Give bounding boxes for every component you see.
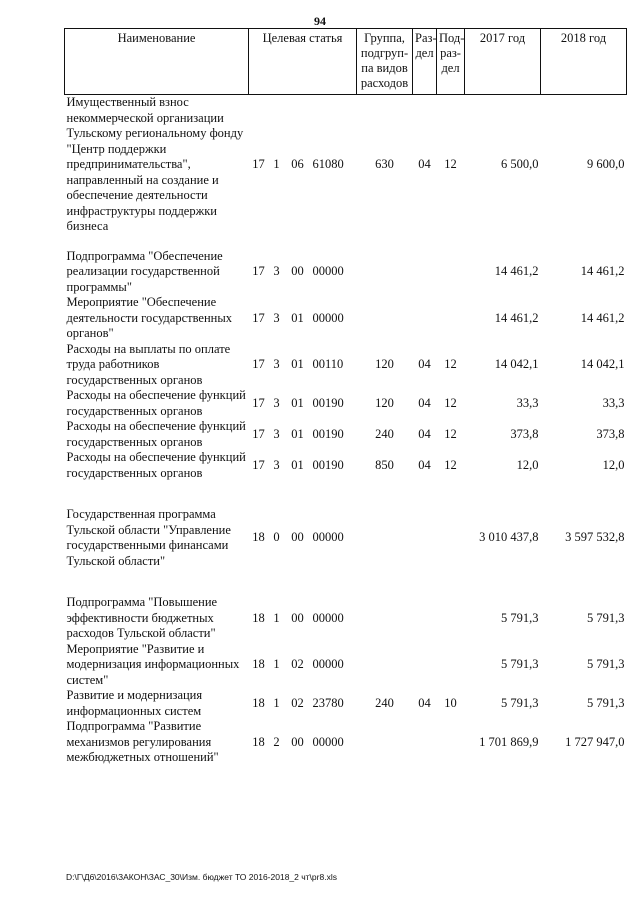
subsection xyxy=(437,719,465,766)
program-code: 17 xyxy=(252,157,265,171)
section: 04 xyxy=(418,395,431,410)
direction-code: 00000 xyxy=(312,734,344,749)
row-name: Имущественный взнос некоммерческой организации Тульскому региональному фонду "Центр поддержки предпринимательства", направленный на создание и обеспечение деятельности инфраструктуры поддержки бизнеса xyxy=(66,95,244,233)
amount-2018: 14 461,2 xyxy=(580,264,625,278)
expense-group xyxy=(357,295,413,342)
table-row xyxy=(65,342,627,389)
row-spacer xyxy=(65,569,627,595)
program-code: 18 xyxy=(252,695,265,710)
subprogram-code: 1 xyxy=(273,157,280,171)
subsection: 12 xyxy=(444,357,457,371)
expense-group: 850 xyxy=(375,457,394,472)
program-code: 17 xyxy=(252,426,265,441)
expense-group: 120 xyxy=(375,357,394,371)
amount-2017: 14 461,2 xyxy=(494,310,539,325)
amount-2017: 33,3 xyxy=(516,395,539,410)
header-2017: 2017 год xyxy=(465,29,541,95)
measure-code: 06 xyxy=(291,157,304,171)
table-row xyxy=(65,295,627,342)
subprogram-code: 3 xyxy=(273,310,280,325)
expense-group xyxy=(357,249,413,296)
amount-2018: 5 791,3 xyxy=(587,695,625,710)
section xyxy=(413,642,437,689)
program-code: 17 xyxy=(252,457,265,472)
program-code: 17 xyxy=(252,357,265,371)
subprogram-code: 3 xyxy=(273,264,280,278)
amount-2018: 3 597 532,8 xyxy=(565,530,625,545)
subprogram-code: 1 xyxy=(273,610,280,625)
subsection xyxy=(437,295,465,342)
expense-group xyxy=(357,507,413,569)
direction-code: 00000 xyxy=(312,610,344,625)
subprogram-code: 0 xyxy=(273,530,280,545)
amount-2017: 14 461,2 xyxy=(494,264,539,278)
measure-code: 01 xyxy=(291,310,304,325)
row-spacer xyxy=(65,235,627,249)
table-row xyxy=(65,688,627,719)
amount-2017: 5 791,3 xyxy=(501,657,539,671)
direction-code: 00110 xyxy=(312,357,344,371)
table-row xyxy=(65,450,627,481)
subsection xyxy=(437,642,465,689)
table-row xyxy=(65,419,627,450)
amount-2018: 5 791,3 xyxy=(587,610,625,625)
table-row xyxy=(65,595,627,642)
direction-code: 61080 xyxy=(312,157,344,171)
subsection: 10 xyxy=(444,695,457,710)
amount-2017: 14 042,1 xyxy=(494,357,539,371)
expense-group: 120 xyxy=(375,395,394,410)
table-row xyxy=(65,719,627,766)
row-name: Подпрограмма "Обеспечение реализации государственной программы" xyxy=(66,248,223,294)
table-row xyxy=(65,642,627,689)
amount-2018: 1 727 947,0 xyxy=(565,734,625,749)
measure-code: 00 xyxy=(291,530,304,545)
subprogram-code: 3 xyxy=(273,357,280,371)
section xyxy=(413,249,437,296)
section: 04 xyxy=(418,426,431,441)
program-code: 18 xyxy=(252,657,265,671)
direction-code: 00000 xyxy=(312,310,344,325)
subprogram-code: 3 xyxy=(273,395,280,410)
subsection xyxy=(437,507,465,569)
row-name: Расходы на выплаты по оплате труда работников государственных органов xyxy=(66,341,231,387)
section xyxy=(413,507,437,569)
measure-code: 00 xyxy=(291,734,304,749)
table-row xyxy=(65,507,627,569)
amount-2017: 1 701 869,9 xyxy=(479,734,539,749)
row-name: Подпрограмма "Развитие механизмов регулирования межбюджетных отношений" xyxy=(66,719,219,764)
amount-2017: 373,8 xyxy=(510,426,539,441)
row-name: Мероприятие "Обеспечение деятельности государственных органов" xyxy=(66,295,232,340)
subsection: 12 xyxy=(444,426,457,441)
section xyxy=(413,719,437,766)
measure-code: 02 xyxy=(291,657,304,671)
row-name: Мероприятие "Развитие и модернизация информационных систем" xyxy=(66,641,240,687)
row-name: Развитие и модернизация информационных систем xyxy=(66,688,203,718)
row-name: Расходы на обеспечение функций государственных органов xyxy=(66,388,246,418)
amount-2017: 5 791,3 xyxy=(501,610,539,625)
subsection xyxy=(437,249,465,296)
expense-group: 240 xyxy=(375,426,394,441)
amount-2018: 12,0 xyxy=(602,457,625,472)
row-name: Расходы на обеспечение функций государственных органов xyxy=(66,450,246,480)
measure-code: 00 xyxy=(291,610,304,625)
header-2018: 2018 год xyxy=(541,29,627,95)
header-subsection: Под- раз- дел xyxy=(437,29,465,95)
table-row xyxy=(65,95,627,235)
subsection: 12 xyxy=(444,395,457,410)
budget-table xyxy=(64,28,627,766)
amount-2018: 33,3 xyxy=(602,395,625,410)
section xyxy=(413,295,437,342)
direction-code: 00190 xyxy=(312,457,344,472)
expense-group xyxy=(357,642,413,689)
row-name: Подпрограмма "Повышение эффективности бюджетных расходов Тульской области" xyxy=(66,595,218,640)
section: 04 xyxy=(418,357,431,371)
subprogram-code: 1 xyxy=(273,657,280,671)
amount-2018: 9 600,0 xyxy=(587,157,625,171)
measure-code: 01 xyxy=(291,457,304,472)
row-name: Расходы на обеспечение функций государственных органов xyxy=(66,419,246,449)
row-name: Государственная программа Тульской области "Управление государственными финансами Тульской области" xyxy=(66,507,231,568)
table-row xyxy=(65,249,627,296)
file-path-footer: D:\Г\Д6\2016\ЗАКОН\ЗАС_30\Изм. бюджет ТО 2016-2018_2 чт\pr8.xls xyxy=(66,872,337,882)
direction-code: 00000 xyxy=(312,530,344,545)
direction-code: 00190 xyxy=(312,426,344,441)
expense-group xyxy=(357,719,413,766)
measure-code: 01 xyxy=(291,426,304,441)
amount-2017: 3 010 437,8 xyxy=(479,530,539,545)
direction-code: 00000 xyxy=(312,264,344,278)
program-code: 18 xyxy=(252,734,265,749)
section: 04 xyxy=(418,157,431,171)
subsection: 12 xyxy=(444,457,457,472)
header-row xyxy=(65,29,627,95)
page-number: 94 xyxy=(314,14,326,28)
section: 04 xyxy=(418,457,431,472)
amount-2018: 373,8 xyxy=(596,426,625,441)
amount-2018: 5 791,3 xyxy=(587,657,625,671)
header-name: Наименование xyxy=(65,29,249,95)
program-code: 17 xyxy=(252,310,265,325)
subsection xyxy=(437,595,465,642)
amount-2018: 14 042,1 xyxy=(580,357,625,371)
section xyxy=(413,595,437,642)
amount-2018: 14 461,2 xyxy=(580,310,625,325)
header-group: Группа, подгруп- па видов расходов xyxy=(357,29,413,95)
subprogram-code: 3 xyxy=(273,426,280,441)
table-row xyxy=(65,388,627,419)
measure-code: 01 xyxy=(291,395,304,410)
program-code: 18 xyxy=(252,610,265,625)
amount-2017: 6 500,0 xyxy=(501,157,539,171)
subprogram-code: 2 xyxy=(273,734,280,749)
direction-code: 23780 xyxy=(312,695,344,710)
header-target-article: Целевая статья xyxy=(249,29,357,95)
measure-code: 01 xyxy=(291,357,304,371)
program-code: 17 xyxy=(252,264,265,278)
section: 04 xyxy=(418,695,431,710)
subsection: 12 xyxy=(444,157,457,171)
program-code: 18 xyxy=(252,530,265,545)
subprogram-code: 3 xyxy=(273,457,280,472)
expense-group xyxy=(357,595,413,642)
amount-2017: 12,0 xyxy=(516,457,539,472)
amount-2017: 5 791,3 xyxy=(501,695,539,710)
measure-code: 00 xyxy=(291,264,304,278)
expense-group: 240 xyxy=(375,695,394,710)
measure-code: 02 xyxy=(291,695,304,710)
subprogram-code: 1 xyxy=(273,695,280,710)
direction-code: 00000 xyxy=(312,657,344,671)
expense-group: 630 xyxy=(375,157,394,171)
row-spacer xyxy=(65,481,627,507)
direction-code: 00190 xyxy=(312,395,344,410)
header-section: Раз- дел xyxy=(413,29,437,95)
program-code: 17 xyxy=(252,395,265,410)
